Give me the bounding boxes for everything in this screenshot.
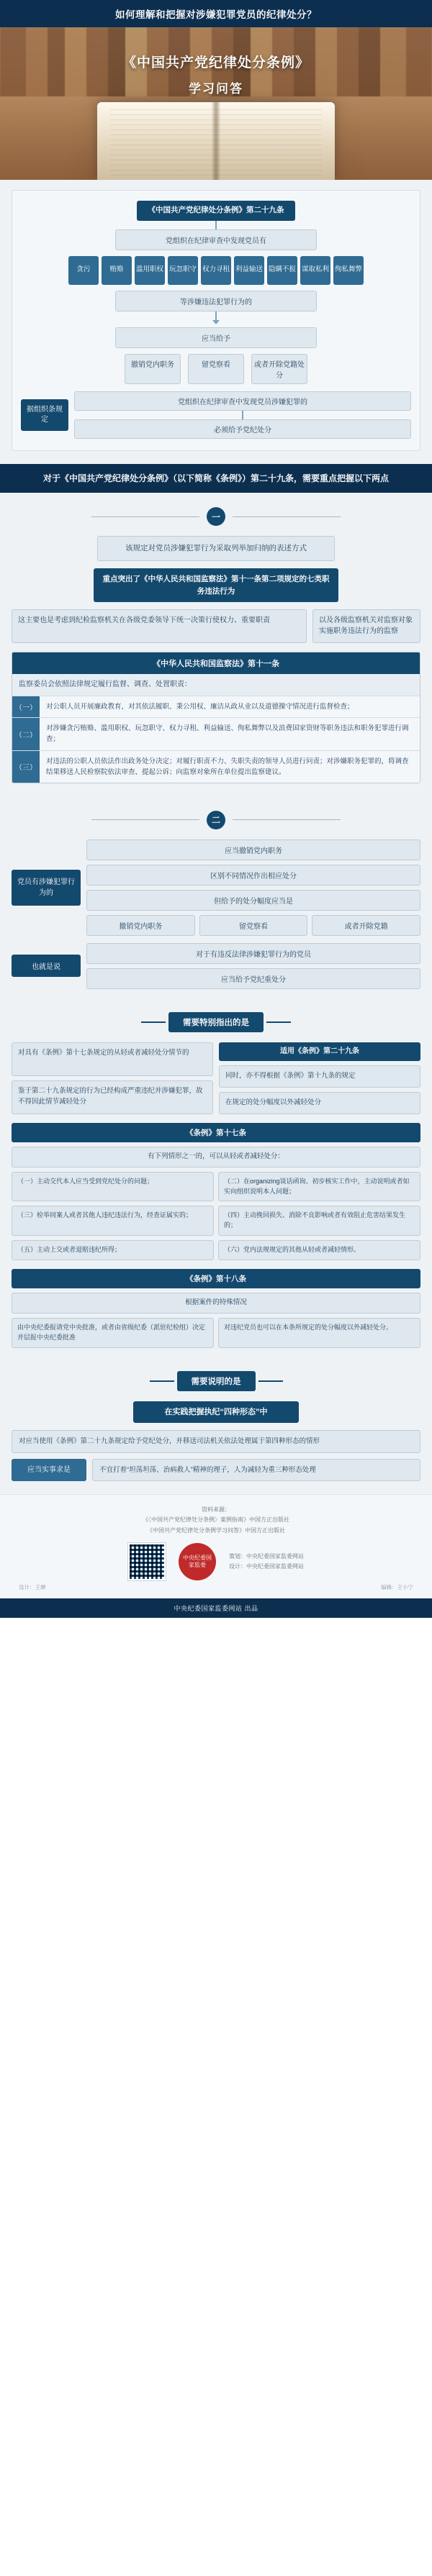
tree-branch-item: 应当撤销党内职务 [86, 839, 420, 860]
part-one-section [0, 493, 432, 796]
article-18-block [12, 1269, 420, 1348]
note-tag: 据组织条规定 [21, 399, 68, 431]
book-text-lines [110, 109, 322, 176]
special-note-1: 同时，亦不得根据《条例》第十九条的规定 [219, 1065, 420, 1088]
crime-item: 滥用职权 [135, 256, 165, 285]
crime-item: 贪污 [68, 256, 99, 285]
official-seal-icon: 中央纪委国家监委 [179, 1543, 216, 1580]
crime-item: 贿赂 [102, 256, 132, 285]
tree-branches [86, 839, 420, 936]
law-item [12, 717, 420, 750]
footer [0, 1494, 432, 1598]
law-item-number: （三） [12, 751, 40, 783]
hero-text [0, 52, 432, 96]
connector [215, 311, 217, 320]
law-item-number: （一） [12, 696, 40, 717]
crime-item: 隐瞒不报 [267, 256, 297, 285]
hero-banner [0, 27, 432, 180]
part-one-split [12, 609, 420, 643]
tail-label: 也就是说 [12, 955, 81, 977]
credit-line-1: 策划：中央纪委国家监委网站 [229, 1553, 304, 1560]
measure-item: 或者开除党籍处分 [251, 354, 307, 384]
part-number: 二 [207, 811, 225, 829]
byline-right: 编辑：王小宁 [381, 1583, 413, 1590]
explain-row-2 [12, 1459, 420, 1481]
article-18-item: 由中央纪委报请党中央批准，或者由省级纪委（派驻纪检组）决定并层报中央纪委批准 [12, 1318, 214, 1348]
article-17-title: 《条例》第十七条 [12, 1123, 420, 1142]
part-two-header [12, 811, 420, 829]
special-note-2: 在规定的处分幅度以外减轻处分 [219, 1092, 420, 1114]
article-18-lead: 根据案件的特殊情况 [12, 1293, 420, 1314]
article-29-title: 《中国共产党纪律处分条例》第二十九条 [137, 201, 295, 221]
article-18-title: 《条例》第十八条 [12, 1269, 420, 1288]
hero-line-1: 《中国共产党纪律处分条例》 [122, 55, 310, 70]
supervision-law-card [12, 652, 420, 783]
part-one-left-note: 这主要也是考虑到纪检监察机关在各级党委领导下统一决策行使权力、重要职责 [12, 609, 307, 643]
divider-line [91, 516, 199, 517]
byline [12, 1580, 420, 1591]
hero-line-2: 学习问答 [189, 82, 243, 96]
tree-sub-item: 或者开除党籍 [312, 915, 420, 936]
tree-root: 党员有涉嫌犯罪行为的 [12, 870, 81, 906]
measure-list [21, 354, 411, 384]
special-left-body: 对具有《条例》第十七条规定的从轻或者减轻处分情节的 [12, 1042, 213, 1076]
tree-sub-row [86, 915, 420, 936]
article-29-panel [12, 190, 420, 451]
article-17-lead: 有下列情形之一的，可以从轻或者减轻处分： [12, 1147, 420, 1168]
page-title: 如何理解和把握对涉嫌犯罪党员的纪律处分？ [0, 0, 432, 27]
law-item-text: 对涉嫌贪污贿赂、滥用职权、玩忽职守、权力寻租、利益输送、徇私舞弊以及浪费国家资财等职务违法和职务犯罪进行调查； [46, 724, 409, 744]
byline-left: 设计：王婵 [19, 1583, 46, 1590]
measure-item: 撤销党内职务 [125, 354, 181, 384]
article-18-item: 对违纪党员也可以在本条所规定的处分幅度以外减轻处分。 [218, 1318, 420, 1348]
crime-item: 利益输送 [234, 256, 264, 285]
article-29-action: 应当给予 [115, 327, 317, 348]
part-two-tail [12, 943, 420, 989]
section-band-two-points: 对于《中国共产党纪律处分条例》（以下简称《条例》）第二十九条，需要重点把握以下两点 [0, 464, 432, 493]
article-17-item: （六）党内法规规定的其他从轻或者减轻情形。 [218, 1240, 420, 1260]
law-card-title: 《中华人民共和国监察法》第十一条 [12, 652, 420, 674]
part-one-statement: 该规定对党员涉嫌犯罪行为采取列举加归纳的表述方式 [97, 536, 335, 561]
explain-section [0, 1361, 432, 1494]
law-item-number: （二） [12, 718, 40, 750]
article-29-note [21, 391, 411, 439]
divider-line [233, 819, 341, 820]
explain-text-2: 不宜打着“坦荡坦荡、治病救人”精神的理子，人为减轻为重三种形态处理 [92, 1459, 420, 1481]
explain-title: 在实践把握执纪“四种形态”中 [133, 1401, 299, 1424]
special-left-more: 鉴于第二十九条规定的行为已经构成严重违纪并涉嫌犯罪，故不得因此情节减轻处分 [12, 1080, 213, 1114]
crime-item: 权力寻租 [201, 256, 231, 285]
credit-line-2: 设计：中央纪委国家监委网站 [229, 1562, 304, 1570]
source-label: 资料来源： [202, 1506, 230, 1513]
special-note-section [0, 1002, 432, 1361]
article-29-subject: 党组织在纪律审查中发现党员有 [115, 229, 317, 250]
part-two-tree [12, 839, 420, 936]
tree-sub-item: 留党察看 [199, 915, 308, 936]
article-18-items [12, 1318, 420, 1348]
article-17-block [12, 1123, 420, 1260]
article-29-clause: 等涉嫌违法犯罪行为的 [115, 291, 317, 311]
part-one-label: 重点突出了《中华人民共和国监察法》第十一条第二项规定的七类职务违法行为 [94, 568, 338, 602]
tail-item: 应当给予党纪重处分 [86, 968, 420, 989]
connector [215, 221, 217, 229]
law-item-text: 对公职人员开展廉政教育，对其依法履职、秉公用权、廉洁从政从业以及道德操守情况进行监督检查； [46, 702, 354, 711]
open-book-illustration [97, 102, 335, 180]
note-sub-text: 必须给予党纪处分 [74, 419, 411, 439]
crime-item: 玩忽职守 [168, 256, 198, 285]
law-item-text: 对违法的公职人员依法作出政务处分决定；对履行职责不力、失职失责的领导人员进行问责；对涉嫌职务犯罪的，将调查结果移送人民检察院依法审查、提起公诉；向监察对象所在单位提出监察建议。 [46, 757, 409, 776]
part-one-right-note: 以及各级监察机关对监察对象实施职务违法行为的监察 [312, 609, 420, 643]
note-body [74, 391, 411, 439]
law-item [12, 750, 420, 783]
part-two-section [0, 796, 432, 1002]
source-item: 《〈中国共产党纪律处分条例〉案例指南》中国方正出版社 [143, 1516, 289, 1524]
divider-line [233, 516, 341, 517]
special-right-column [219, 1042, 420, 1114]
tree-branch-item: 区别不同情况作出相应处分 [86, 865, 420, 886]
connector [242, 411, 243, 419]
law-item [12, 696, 420, 717]
article-17-item: （二）在organizing谈话函询、初步核实工作中，主动说明或者如实向组织说明本人问题； [218, 1172, 420, 1202]
crime-item: 谋取私利 [300, 256, 330, 285]
special-left-column [12, 1042, 213, 1114]
tree-sub-item: 撤销党内职务 [86, 915, 195, 936]
explain-ribbon: 需要说明的是 [177, 1371, 256, 1391]
special-left-head: 适用《条例》第二十九条 [219, 1042, 420, 1062]
article-17-item: （三）检举同案人或者其他人违纪违法行为，经查证属实的； [12, 1206, 214, 1236]
law-card-intro: 监察委员会依照法律规定履行监督、调查、处置职责： [12, 674, 420, 696]
tree-branch-item: 但给予的处分幅度应当是 [86, 890, 420, 911]
divider-line [91, 819, 199, 820]
explain-row-1 [12, 1430, 420, 1452]
part-one-header [12, 507, 420, 526]
article-17-item: （五）主动上交或者退赔违纪所得； [12, 1240, 214, 1260]
source-item: 《中国共产党纪律处分条例学习问答》中国方正出版社 [147, 1526, 285, 1534]
explain-label-2: 应当实事求是 [12, 1459, 86, 1481]
article-17-item: （一）主动交代本人应当受到党纪处分的问题； [12, 1172, 214, 1202]
tail-items [86, 943, 420, 989]
special-note-ribbon: 需要特别指出的是 [168, 1012, 264, 1032]
credits-text [229, 1552, 304, 1571]
explain-text-1: 对应当使用《条例》第二十九条规定给予党纪处分，并移送司法机关依法处理属于第四种形态的情形 [12, 1430, 420, 1452]
measure-item: 留党察看 [188, 354, 244, 384]
arrow-down-icon [212, 320, 220, 324]
footer-bar: 中央纪委国家监委网站 出品 [0, 1598, 432, 1618]
note-body-text: 党组织在纪律审查中发现党员涉嫌犯罪的 [74, 391, 411, 411]
article-17-items [12, 1172, 420, 1261]
part-number: 一 [207, 507, 225, 526]
credits-row [12, 1543, 420, 1580]
qr-code[interactable] [128, 1543, 166, 1580]
article-29-section [0, 180, 432, 464]
tail-item: 对于有违反法律涉嫌犯罪行为的党员 [86, 943, 420, 964]
special-note-top [12, 1042, 420, 1114]
article-17-item: （四）主动挽回损失、消除不良影响或者有效阻止危害结果发生的； [218, 1206, 420, 1236]
crime-list [21, 256, 411, 285]
crime-item: 徇私舞弊 [333, 256, 364, 285]
